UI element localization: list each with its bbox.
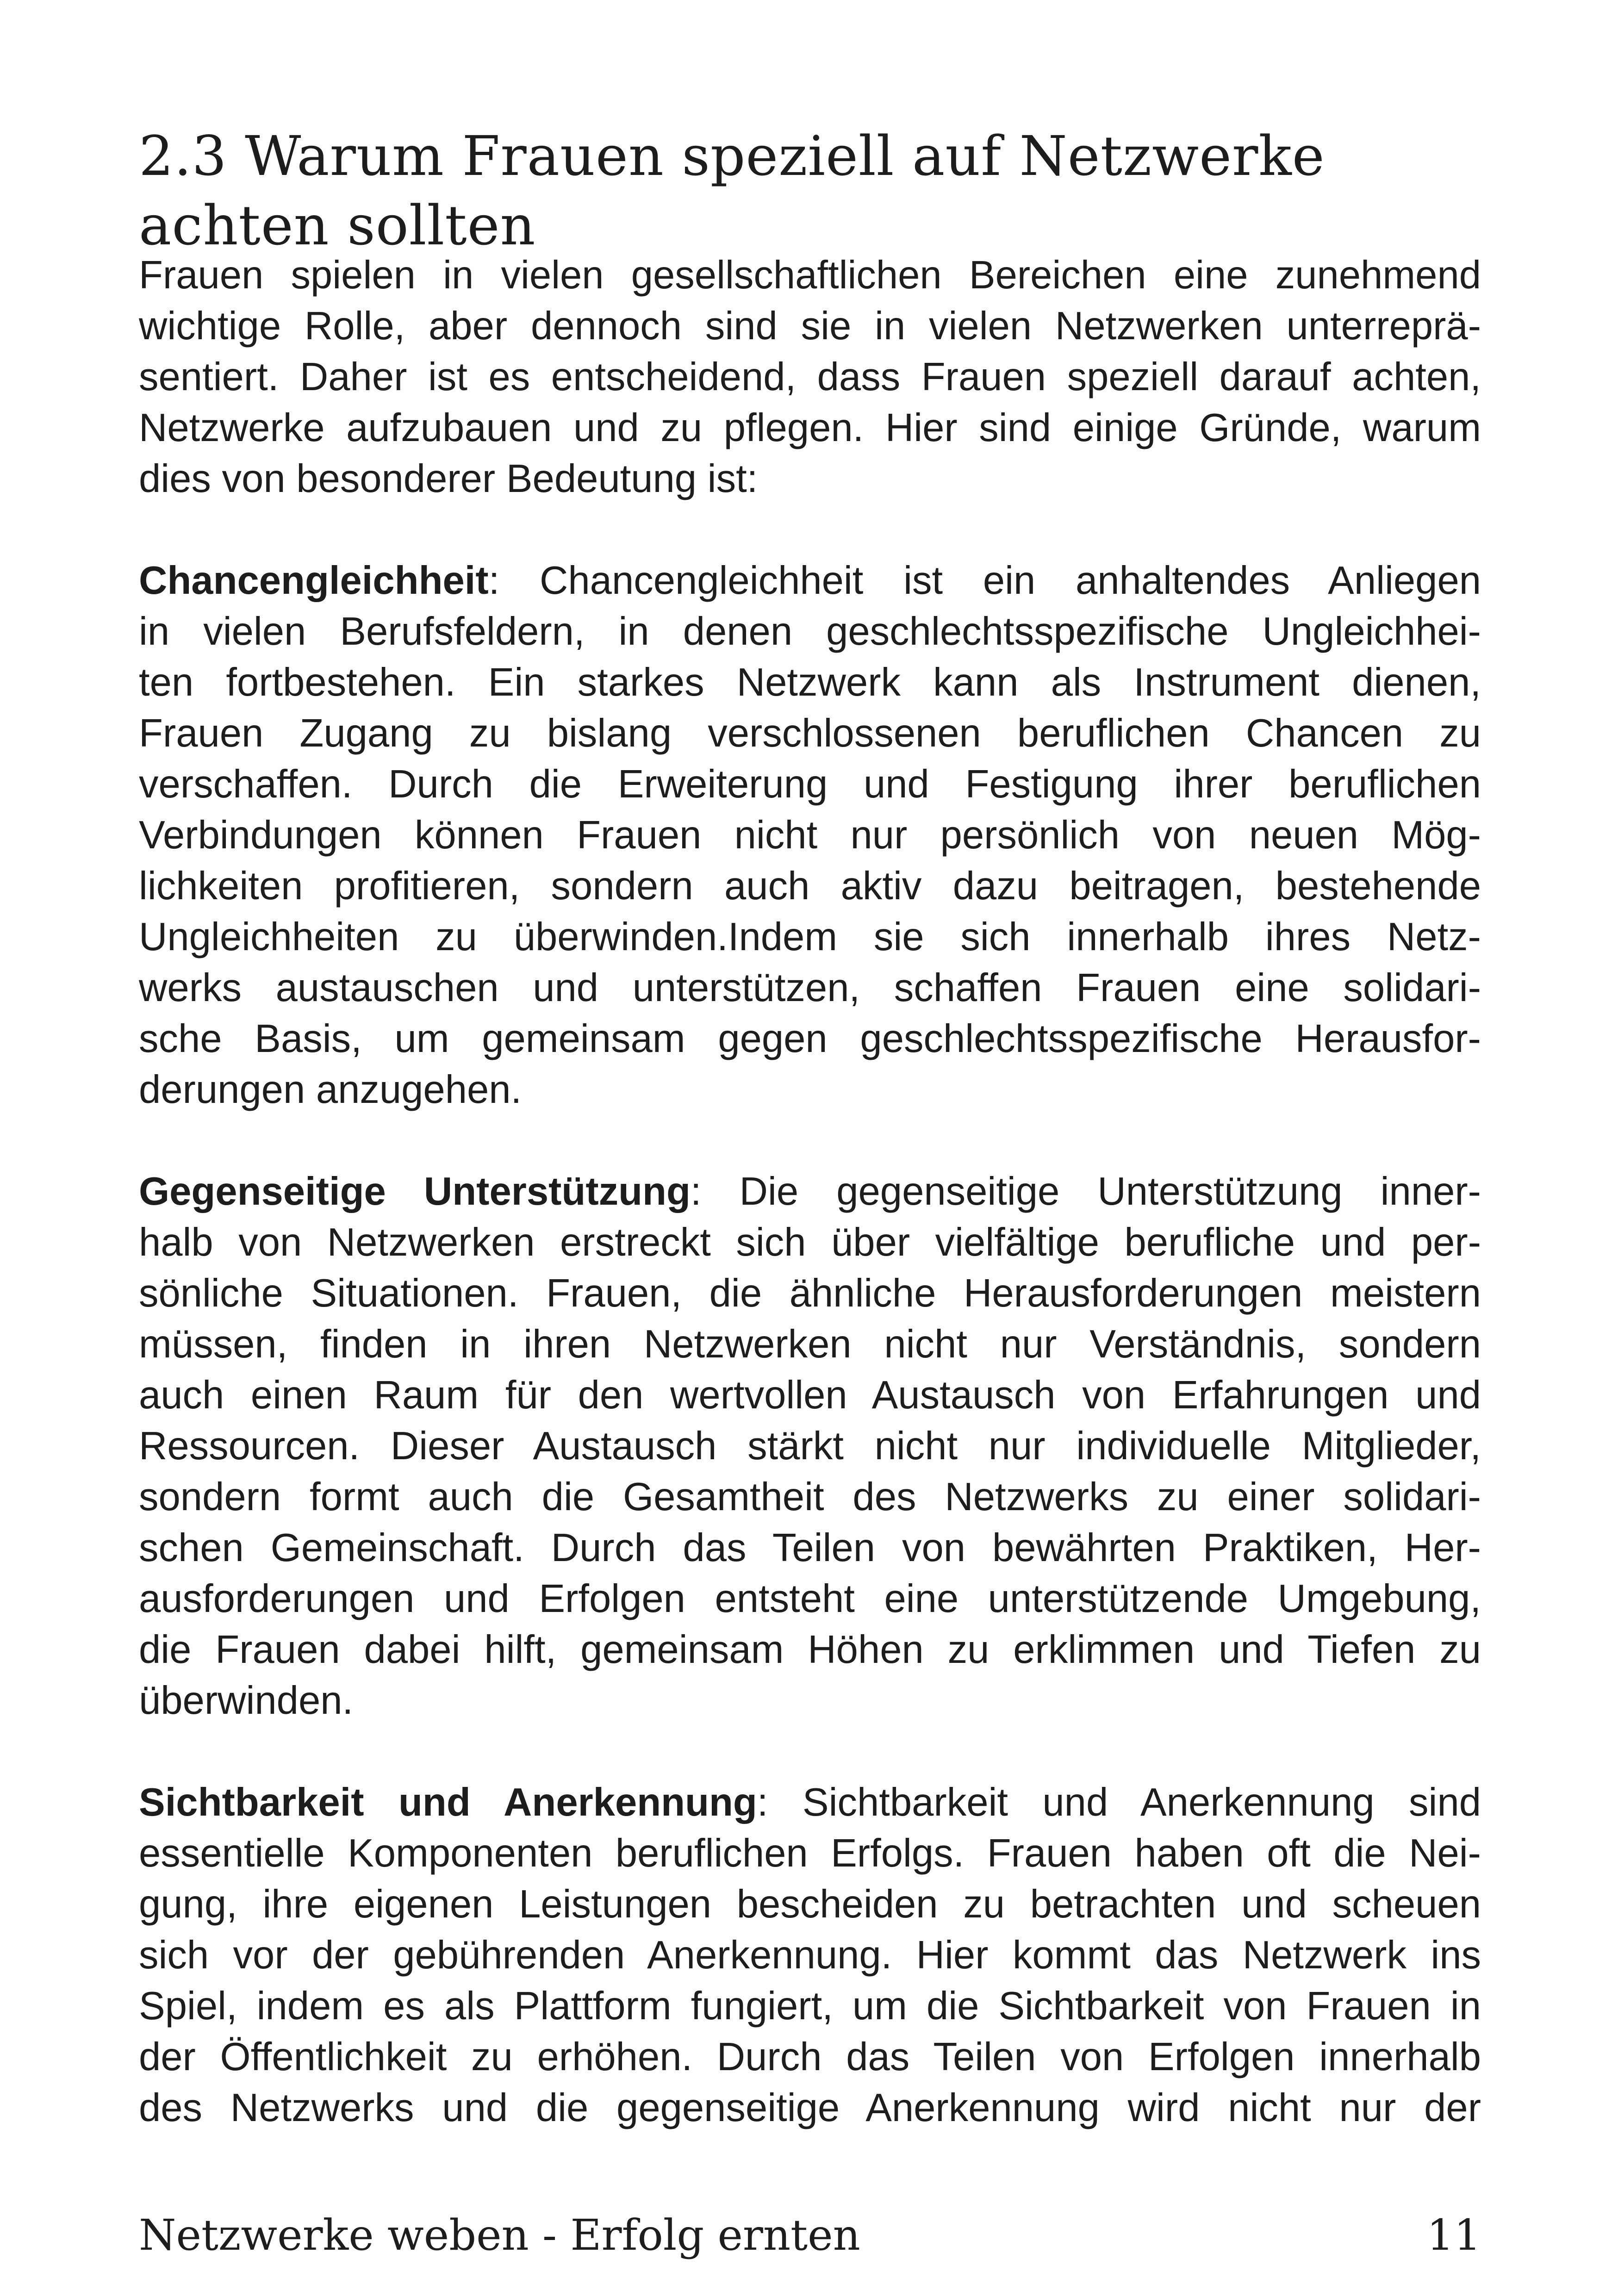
text-line: sentiert. Daher ist es entscheidend, dass Frauen speziell darauf achten, xyxy=(139,355,1481,399)
text-line: sönliche Situationen. Frauen, die ähnliche Herausforderungen meistern xyxy=(139,1271,1481,1315)
text-line: werks austauschen und unterstützen, schaffen Frauen eine solidari- xyxy=(139,966,1481,1010)
section-heading xyxy=(139,121,1481,260)
text-line: Spiel, indem es als Plattform fungiert, um die Sichtbarkeit von Frauen in xyxy=(139,1984,1481,2028)
paragraph-chancengleichheit xyxy=(139,555,1481,1115)
text-line: Netzwerke aufzubauen und zu pflegen. Hier sind einige Gründe, warum xyxy=(139,406,1481,450)
page-footer xyxy=(139,2208,1481,2263)
footer-book-title: Netzwerke weben - Erfolg ernten xyxy=(139,2210,860,2260)
text-line: die Frauen dabei hilft, gemeinsam Höhen zu erklimmen und Tiefen zu xyxy=(139,1628,1481,1672)
intro-paragraph xyxy=(139,250,1481,504)
term-continuation: : Die gegenseitige Unterstützung inner- xyxy=(690,1170,1481,1213)
text-line: schen Gemeinschaft. Durch das Teilen von bewährten Praktiken, Her- xyxy=(139,1526,1481,1570)
term-continuation: : Sichtbarkeit und Anerkennung sind xyxy=(757,1780,1481,1824)
text-line: essentielle Komponenten beruflichen Erfolgs. Frauen haben oft die Nei- xyxy=(139,1831,1481,1875)
paragraph-sichtbarkeit-und-anerkennung xyxy=(139,1777,1481,2134)
text-line: ausforderungen und Erfolgen entsteht eine unterstützende Umgebung, xyxy=(139,1577,1481,1621)
text-line: gung, ihre eigenen Leistungen bescheiden zu betrachten und scheuen xyxy=(139,1882,1481,1926)
text-line: Frauen spielen in vielen gesellschaftlichen Bereichen eine zunehmend xyxy=(139,253,1481,297)
text-line: lichkeiten profitieren, sondern auch aktiv dazu beitragen, bestehende xyxy=(139,864,1481,908)
text-line: Frauen Zugang zu bislang verschlossenen beruflichen Chancen zu xyxy=(139,711,1481,755)
text-line: Ressourcen. Dieser Austausch stärkt nicht nur individuelle Mitglieder, xyxy=(139,1424,1481,1468)
text-line: überwinden. xyxy=(139,1679,354,1723)
text-line: des Netzwerks und die gegenseitige Anerkennung wird nicht nur der xyxy=(139,2086,1481,2130)
text-line: ten fortbestehen. Ein starkes Netzwerk kann als Instrument dienen, xyxy=(139,660,1481,704)
heading-line-2: achten sollten xyxy=(139,193,536,257)
text-line: in vielen Berufsfeldern, in denen geschlechtsspezifische Ungleichhei- xyxy=(139,610,1481,653)
text-line: wichtige Rolle, aber dennoch sind sie in vielen Netzwerken unterreprä- xyxy=(139,304,1481,348)
text-line: derungen anzugehen. xyxy=(139,1068,522,1112)
text-line: der Öffentlichkeit zu erhöhen. Durch das Teilen von Erfolgen innerhalb xyxy=(139,2035,1481,2079)
bold-term: Sichtbarkeit und Anerkennung xyxy=(139,1780,757,1824)
text-line xyxy=(139,555,1481,606)
text-line xyxy=(139,1166,1481,1217)
page-number: 11 xyxy=(1426,2210,1481,2260)
paragraph-gegenseitige-unterstuetzung xyxy=(139,1166,1481,1726)
text-line: Ungleichheiten zu überwinden.Indem sie sich innerhalb ihres Netz- xyxy=(139,915,1481,959)
term-continuation: : Chancengleichheit ist ein anhaltendes Anliegen xyxy=(488,559,1481,603)
text-line: sich vor der gebührenden Anerkennung. Hier kommt das Netzwerk ins xyxy=(139,1933,1481,1977)
text-line: müssen, finden in ihren Netzwerken nicht nur Verständnis, sondern xyxy=(139,1322,1481,1366)
text-line: verschaffen. Durch die Erweiterung und Festigung ihrer beruflichen xyxy=(139,762,1481,806)
text-line: Verbindungen können Frauen nicht nur persönlich von neuen Mög- xyxy=(139,813,1481,857)
text-line: auch einen Raum für den wertvollen Austausch von Erfahrungen und xyxy=(139,1373,1481,1417)
heading-line-1: 2.3 Warum Frauen speziell auf Netzwerke xyxy=(139,124,1325,188)
text-line: sche Basis, um gemeinsam gegen geschlechtsspezifische Herausfor- xyxy=(139,1017,1481,1061)
text-line: sondern formt auch die Gesamtheit des Netzwerks zu einer solidari- xyxy=(139,1475,1481,1519)
text-line: dies von besonderer Bedeutung ist: xyxy=(139,457,758,501)
bold-term: Chancengleichheit xyxy=(139,559,489,603)
text-line xyxy=(139,1777,1481,1828)
bold-term: Gegenseitige Unterstützung xyxy=(139,1170,691,1213)
text-line: halb von Netzwerken erstreckt sich über vielfältige berufliche und per- xyxy=(139,1220,1481,1264)
